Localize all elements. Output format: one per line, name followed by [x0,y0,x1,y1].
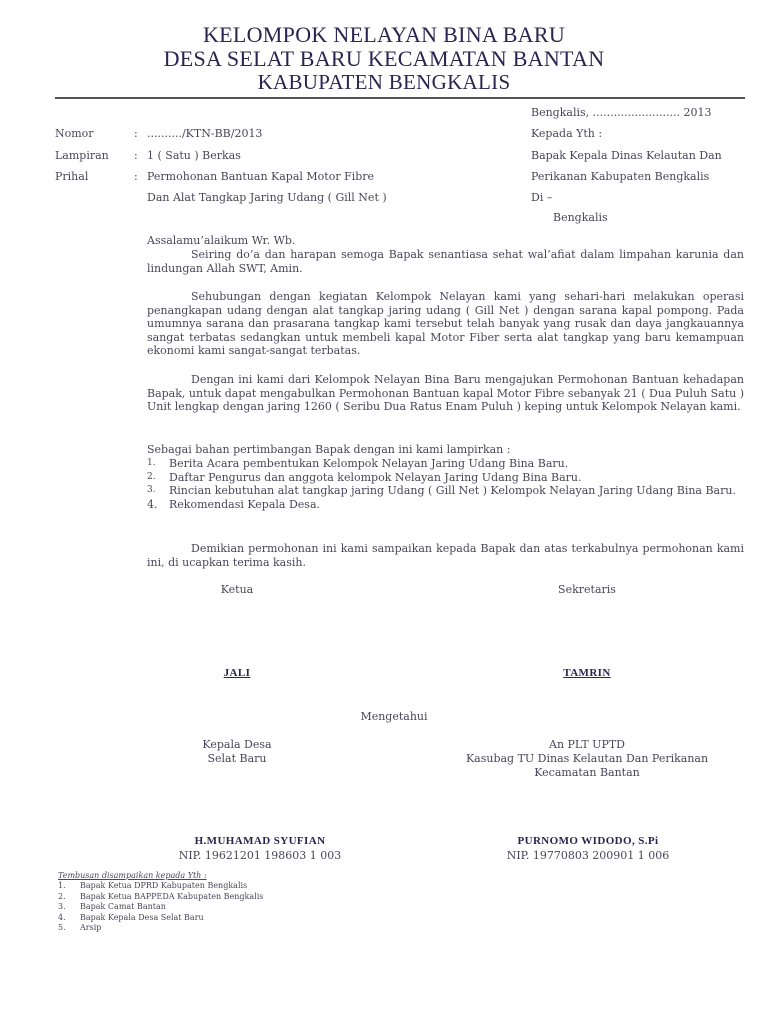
list-item: 3. Rincian kebutuhan alat tangkap jaring Udang ( Gill Net ) Kelompok Nelayan Jaring Udang Bina Baru. [147,484,736,498]
cc-list [58,881,263,934]
meta-label-prihal: Prihal [55,170,89,183]
cc-item: 5. Arsip [58,923,102,933]
recipient-line-3: Perikanan Kabupaten Bengkalis [531,170,710,183]
signature-name-sekretaris: TAMRIN [563,667,611,679]
list-item: 4. Rekomendasi Kepala Desa. [147,497,320,511]
official-name-right: PURNOMO WIDODO, S.Pi [517,835,659,847]
office-left-line-1: Kepala Desa [202,738,272,751]
acknowledged-label: Mengetahui [360,710,428,723]
signature-title-sekretaris: Sekretaris [558,583,616,596]
letterhead-line-2: DESA SELAT BARU KECAMATAN BANTAN [163,46,605,71]
meta-label-lampiran: Lampiran [55,149,109,162]
list-item: 1. Berita Acara pembentukan Kelompok Nelayan Jaring Udang Bina Baru. [147,457,569,470]
cc-title: Tembusan disampaikan kepada Yth : [58,871,207,880]
office-left-line-2: Selat Baru [207,752,267,765]
official-nip-left: NIP. 19621201 198603 1 003 [178,849,342,862]
letter-date: Bengkalis, ......................... 2013 [531,106,712,119]
paragraph-2: Sehubungan dengan kegiatan Kelompok Nelayan kami yang sehari-hari melakukan operasi penangkapan udang dengan alat tangkap jaring udang ( Gill Net ) dengan sarana kapal pompong. Pada umumnya sarana dan prasarana tangkap kami tersebut telah banyak yang rusak dan daya jangkauannya sangat terbatas sedangkan untuk membeli kapal Motor Fiber serta alat tangkap yang baru kemampuan ekonomi kami sangat-sangat terbatas. [147,290,744,358]
cc-item: 3. Bapak Camat Bantan [58,902,166,912]
official-nip-right: NIP. 19770803 200901 1 006 [506,849,670,862]
letterhead-line-3: KABUPATEN BENGKALIS [257,70,511,94]
office-right-line-3: Kecamatan Bantan [534,766,640,779]
meta-value-prihal: Permohonan Bantuan Kapal Motor Fibre [147,170,375,183]
recipient-line-2: Bapak Kepala Dinas Kelautan Dan [531,149,722,162]
signature-title-ketua: Ketua [220,583,254,596]
cc-item: 2. Bapak Ketua BAPPEDA Kabupaten Bengkalis [58,891,264,901]
greeting: Assalamu’alaikum Wr. Wb. [147,234,296,247]
official-name-left: H.MUHAMAD SYUFIAN [194,835,326,847]
paragraph-1: Seiring do’a dan harapan semoga Bapak senantiasa sehat wal’afiat dalam limpahan karunia dan lindungan Allah SWT, Amin. [147,248,744,275]
closing-paragraph: Demikian permohonan ini kami sampaikan kepada Bapak dan atas terkabulnya permohonan kami ini, di ucapkan terima kasih. [147,542,744,569]
meta-label-nomor: Nomor [55,127,94,140]
meta-sep: : [134,127,138,140]
paragraph-3: Dengan ini kami dari Kelompok Nelayan Bina Baru mengajukan Permohonan Bantuan kehadapan Bapak, untuk dapat mengabulkan Permohonan Bantuan kapal Motor Fibre sebanyak 21 ( Dua Puluh Satu ) Unit lengkap dengan jaring 1260 ( Seribu Dua Ratus Enam Puluh ) keping untuk Kelompok Nelayan kami. [147,373,745,414]
cc-item: 1. Bapak Ketua DPRD Kabupaten Bengkalis [58,881,248,890]
attachment-list [147,457,744,511]
meta-sep: : [134,170,138,183]
list-intro: Sebagai bahan pertimbangan Bapak dengan ini kami lampirkan : [147,443,511,456]
signature-name-ketua: JALI [223,667,251,679]
meta-value-nomor: ........../KTN-BB/2013 [147,127,263,140]
letterhead-line-1: KELOMPOK NELAYAN BINA BARU [202,22,566,47]
meta-value-prihal-cont: Dan Alat Tangkap Jaring Udang ( Gill Net ) [147,191,387,204]
office-right-line-2: Kasubag TU Dinas Kelautan Dan Perikanan [465,752,709,765]
meta-value-lampiran: 1 ( Satu ) Berkas [147,149,241,162]
list-item: 2. Daftar Pengurus dan anggota kelompok Nelayan Jaring Udang Bina Baru. [147,470,582,484]
recipient-line-5: Bengkalis [553,211,608,224]
office-right-line-1: An PLT UPTD [549,738,625,751]
letterhead-divider [55,97,745,99]
meta-sep: : [134,149,138,162]
recipient-line-4: Di – [531,191,553,204]
cc-item: 4. Bapak Kepala Desa Selat Baru [58,912,204,922]
recipient-line-1: Kepada Yth : [531,127,603,140]
